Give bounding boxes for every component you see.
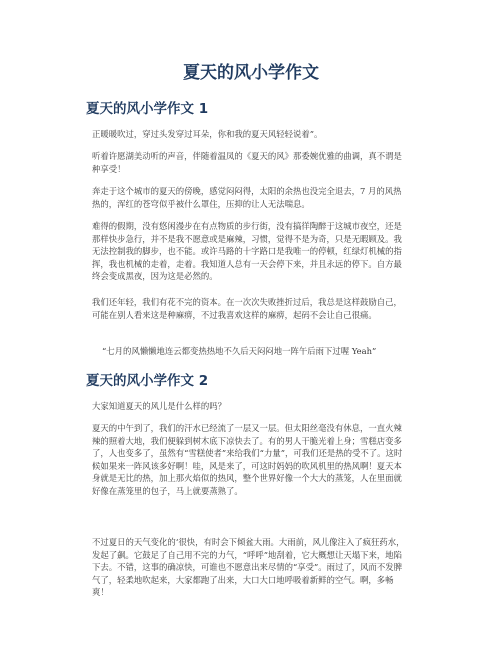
paragraph: 我们还年轻，我们有花不完的资本。在一次次失败挫折过后，我总是这样鼓励自己，可能在别人看来这是种麻痹，不过我喜欢这样的麻痹，起码不会让自己很痛。	[92, 297, 402, 320]
paragraph: 正暖暖吹过，穿过头发穿过耳朵，你和我的夏天风轻轻说着”。	[92, 129, 323, 139]
paragraph: 夏天的中午到了，我们的汗水已经流了一层又一层。但太阳丝毫没有休息，一直火辣辣的照着大地，我们便躲到树木底下凉快去了。有的男人干脆光着上身；雪糕店变多了，人也变多了，虽然有“雪糕使者”来给我们“力量”，可我们还是热的受不了。这时候如果来一阵风该多好啊！哇，风是来了，可这时妈妈的吹风机里的热风啊！夏天本身就是无比的热，加上那火焰似的热风，整个世界好像一个大大的蒸笼，人在里面就好像在蒸笼里的包子，马上就要蒸熟了。	[92, 423, 403, 496]
section-heading-1: 夏天的风小学作文 1	[86, 101, 209, 117]
paragraph: 大家知道夏天的风儿是什么样的吗？	[92, 401, 226, 411]
paragraph: 听着许愿湖美动听的声音，伴随着温凤的《夏天的风》那委婉优雅的曲调，真不谓是种享受！	[92, 151, 402, 174]
section-heading-2: 夏天的风小学作文 2	[86, 373, 209, 389]
paragraph: 难得的假期，没有悠闲漫步在有点物质的步行街，没有搞徉陶醉于这城市夜空，还是那样快步急行，并不是我不愿意或是麻辣，习惯，觉得不是为奇，只是无暇顾及。我无法控制我的脚步，也不能。或许马路的十字路口是我唯一的停顿，红绿灯机械的指挥，我也机械的走着，走着。我知道人总有一天会停下来，并且永远的停下。自方最终会变成黑夜，因为这是必然的。	[92, 221, 402, 282]
page-title: 夏天的风小学作文	[183, 63, 319, 83]
paragraph: 奔走于这个城市的夏天的傍晚，感觉闷闷得，太阳的余热也没完全退去，7 月的风热热的，浑红的苍穹似乎被什么罩住，压抑的让人无法喘息。	[92, 186, 402, 209]
paragraph: 不过夏日的天气变化的‘很快，有时会下倾盆大雨。大雨前，风儿像注入了疯狂药水，发起了飙。它鼓足了自己用不完的力气，“呼呼”地刮着，它大概想让天塌下来，地陷下去。不错，这事的确凉快，可谁也不愿意出来尽情的“享受”。雨过了，风而不发脾气了，轻柔地吹起来，大家都跑了出来，大口大口地呼吸着新鲜的空气。啊，多畅爽！	[92, 537, 405, 598]
quote: “七月的风懒懒地连云都变热热地不久后天闷闷地一阵午后雨下过喔 Yeah”	[102, 346, 377, 356]
